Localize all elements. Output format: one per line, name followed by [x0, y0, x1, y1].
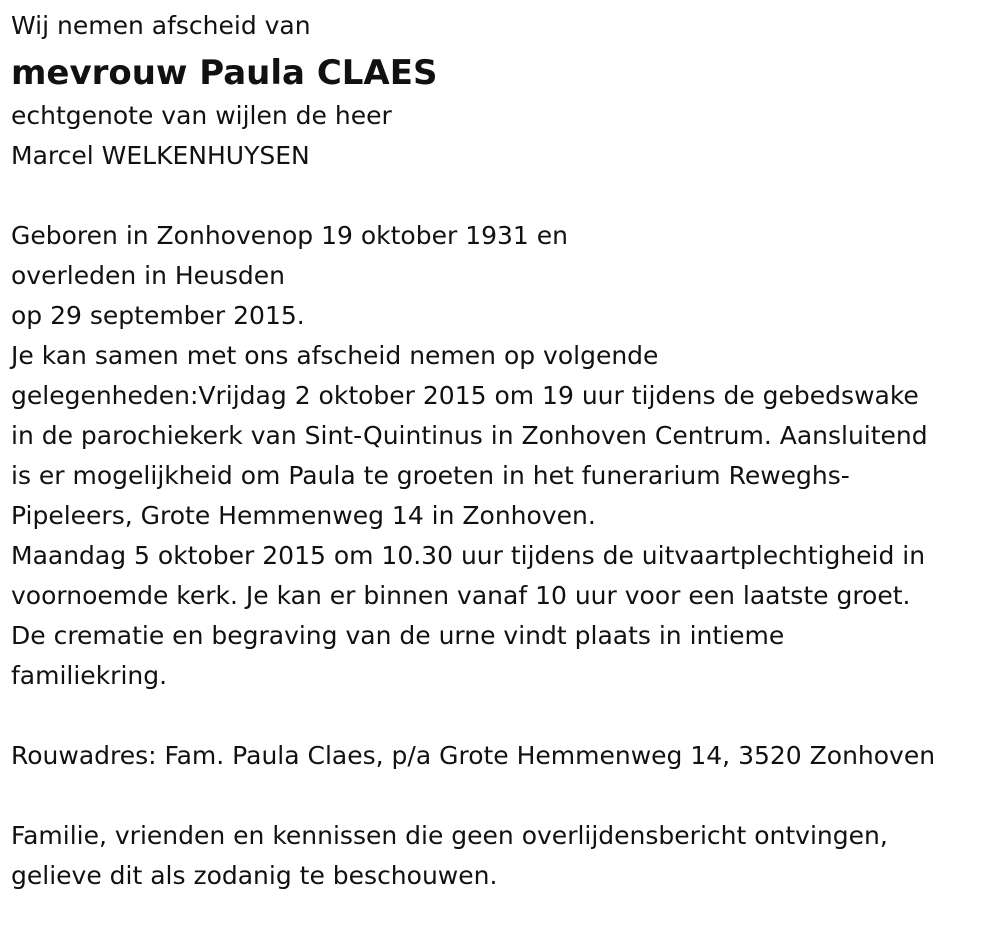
closing-line: Familie, vrienden en kennissen die geen overlijdensbericht ontvingen, [11, 821, 888, 850]
death-place-line: overleden in Heusden [11, 261, 285, 290]
mourning-address: Rouwadres: Fam. Paula Claes, p/a Grote Hemmenweg 14, 3520 Zonhoven [11, 741, 936, 770]
ceremony-line: De crematie en begraving van de urne vindt plaats in intieme [11, 621, 785, 650]
spacer [11, 696, 996, 736]
ceremony-line: voornoemde kerk. Je kan er binnen vanaf 10 uur voor een laatste groet. [11, 581, 911, 610]
ceremony-line: Je kan samen met ons afscheid nemen op volgende [11, 341, 659, 370]
birth-line: Geboren in Zonhovenop 19 oktober 1931 en [11, 221, 568, 250]
closing-line: gelieve dit als zodanig te beschouwen. [11, 861, 498, 890]
intro-text: Wij nemen afscheid van [11, 11, 311, 40]
spacer [11, 176, 996, 216]
spouse-name: Marcel WELKENHUYSEN [11, 141, 310, 170]
ceremony-line: Maandag 5 oktober 2015 om 10.30 uur tijdens de uitvaartplechtigheid in [11, 541, 926, 570]
death-date-line: op 29 september 2015. [11, 301, 305, 330]
obituary-notice [11, 6, 996, 896]
deceased-name: mevrouw Paula CLAES [11, 53, 438, 93]
ceremony-line: gelegenheden:Vrijdag 2 oktober 2015 om 19 uur tijdens de gebedswake [11, 381, 919, 410]
ceremony-line: in de parochiekerk van Sint-Quintinus in Zonhoven Centrum. Aansluitend [11, 421, 928, 450]
spouse-line: echtgenote van wijlen de heer [11, 101, 392, 130]
ceremony-line: is er mogelijkheid om Paula te groeten in het funerarium Reweghs- [11, 461, 850, 490]
ceremony-line: Pipeleers, Grote Hemmenweg 14 in Zonhoven. [11, 501, 596, 530]
ceremony-line: familiekring. [11, 661, 168, 690]
spacer [11, 776, 996, 816]
